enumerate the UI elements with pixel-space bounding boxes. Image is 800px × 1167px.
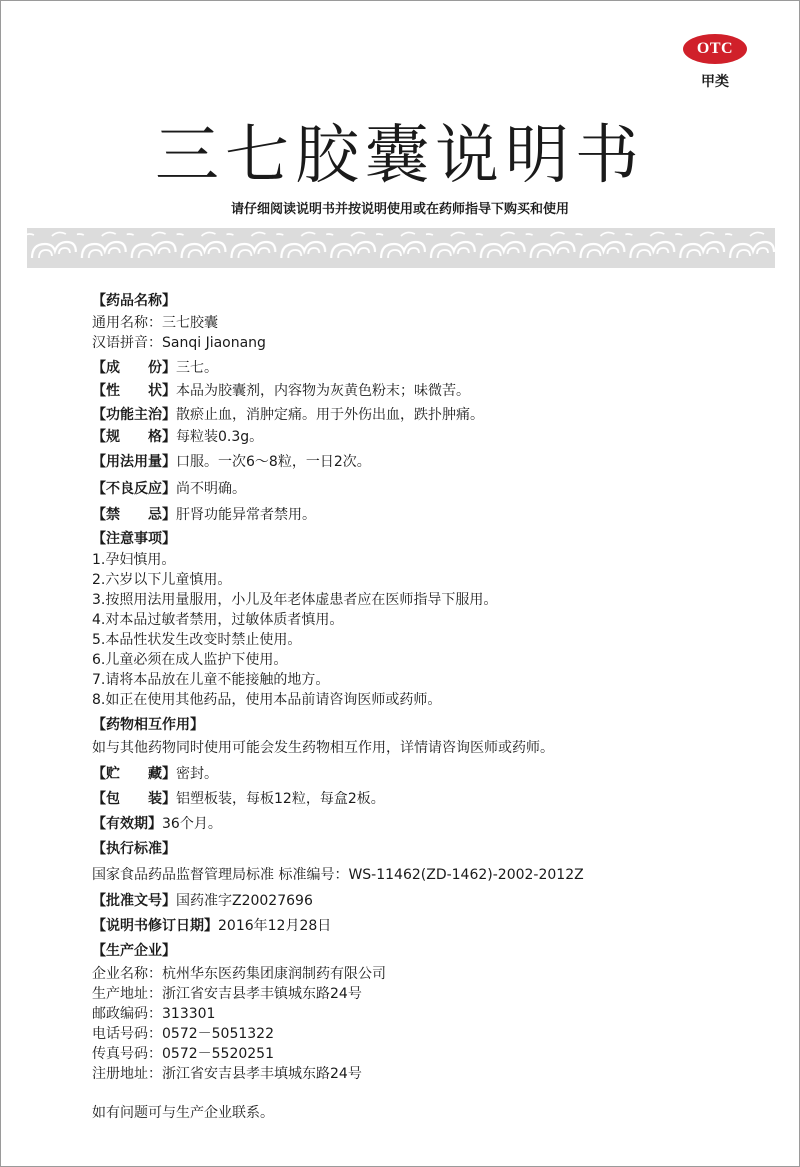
manufacturer-line: 邮政编码：313301 bbox=[92, 1006, 216, 1022]
storage-label: 【贮 藏】 bbox=[92, 766, 176, 782]
standard-text: 国家食品药品监督管理局标准 标准编号：WS-11462(ZD-1462)-2002-2012Z bbox=[92, 867, 584, 883]
adverse-row bbox=[92, 479, 772, 499]
package-label: 【包 装】 bbox=[92, 791, 176, 807]
properties-row bbox=[92, 381, 772, 401]
package-value: 铝塑板装，每板12粒，每盒2板。 bbox=[176, 791, 385, 807]
otc-class-label: 甲类 bbox=[701, 74, 729, 90]
section-manufacturer-header: 【生产企业】 bbox=[92, 943, 176, 959]
usage-row bbox=[92, 452, 772, 472]
precaution-item: 1.孕妇慎用。 bbox=[92, 552, 176, 568]
contra-row bbox=[92, 505, 772, 525]
ingredients-value: 三七。 bbox=[176, 360, 218, 376]
adverse-label: 【不良反应】 bbox=[92, 481, 176, 497]
validity-value: 36个月。 bbox=[162, 816, 222, 832]
page-subtitle: 请仔细阅读说明书并按说明使用或在药师指导下购买和使用 bbox=[230, 202, 569, 217]
ingredients-label: 【成 份】 bbox=[92, 360, 176, 376]
revision-row bbox=[92, 916, 772, 936]
validity-row bbox=[92, 814, 772, 834]
approval-label: 【批准文号】 bbox=[92, 893, 176, 909]
contra-label: 【禁 忌】 bbox=[92, 507, 176, 523]
precaution-item: 4.对本品过敏者禁用，过敏体质者慎用。 bbox=[92, 612, 344, 628]
manufacturer-line: 注册地址：浙江省安吉县孝丰填城东路24号 bbox=[92, 1066, 362, 1082]
manufacturer-line: 电话号码：0572－5051322 bbox=[92, 1026, 274, 1042]
precaution-item: 3.按照用法用量服用，小儿及年老体虚患者应在医师指导下服用。 bbox=[92, 592, 498, 608]
footer-note: 如有问题可与生产企业联系。 bbox=[92, 1105, 274, 1121]
manufacturer-line: 传真号码：0572－5520251 bbox=[92, 1046, 274, 1062]
revision-label: 【说明书修订日期】 bbox=[92, 918, 218, 934]
section-name-header: 【药品名称】 bbox=[92, 293, 176, 309]
cloud-pattern-icon bbox=[27, 228, 775, 268]
page-title: 三七胶囊说明书 bbox=[155, 119, 645, 193]
indications-row bbox=[92, 405, 772, 425]
precaution-item: 8.如正在使用其他药品，使用本品前请咨询医师或药师。 bbox=[92, 692, 442, 708]
manufacturer-line: 生产地址：浙江省安吉县孝丰镇城东路24号 bbox=[92, 986, 362, 1002]
pinyin-name: 汉语拼音：Sanqi Jiaonang bbox=[92, 335, 266, 351]
approval-value: 国药准字Z20027696 bbox=[176, 893, 313, 909]
spec-value: 每粒装0.3g。 bbox=[176, 429, 264, 445]
section-interactions-header: 【药物相互作用】 bbox=[92, 717, 204, 733]
section-standard-header: 【执行标准】 bbox=[92, 841, 176, 857]
decorative-cloud-banner bbox=[27, 228, 775, 268]
otc-logo bbox=[683, 34, 747, 64]
indications-value: 散瘀止血，消肿定痛。用于外伤出血，跌扑肿痛。 bbox=[176, 407, 484, 423]
approval-row bbox=[92, 891, 772, 911]
generic-name: 通用名称：三七胶囊 bbox=[92, 315, 218, 331]
properties-label: 【性 状】 bbox=[92, 383, 176, 399]
contra-value: 肝肾功能异常者禁用。 bbox=[176, 507, 316, 523]
manufacturer-line: 企业名称：杭州华东医药集团康润制药有限公司 bbox=[92, 966, 386, 982]
storage-row bbox=[92, 764, 772, 784]
precaution-item: 6.儿童必须在成人监护下使用。 bbox=[92, 652, 288, 668]
precaution-item: 7.请将本品放在儿童不能接触的地方。 bbox=[92, 672, 330, 688]
storage-value: 密封。 bbox=[176, 766, 218, 782]
adverse-value: 尚不明确。 bbox=[176, 481, 246, 497]
package-row bbox=[92, 789, 772, 809]
revision-value: 2016年12月28日 bbox=[218, 918, 332, 934]
spec-row bbox=[92, 427, 772, 447]
spec-label: 【规 格】 bbox=[92, 429, 176, 445]
validity-label: 【有效期】 bbox=[92, 816, 162, 832]
properties-value: 本品为胶囊剂，内容物为灰黄色粉末；味微苦。 bbox=[176, 383, 470, 399]
otc-badge-text: OTC bbox=[696, 40, 734, 57]
interactions-text: 如与其他药物同时使用可能会发生药物相互作用，详情请咨询医师或药师。 bbox=[92, 740, 554, 756]
ingredients-row bbox=[92, 358, 772, 378]
precaution-item: 2.六岁以下儿童慎用。 bbox=[92, 572, 232, 588]
section-precautions-header: 【注意事项】 bbox=[92, 531, 176, 547]
leaflet-content bbox=[92, 291, 772, 1084]
indications-label: 【功能主治】 bbox=[92, 407, 176, 423]
usage-value: 口服。一次6～8粒，一日2次。 bbox=[176, 454, 371, 470]
usage-label: 【用法用量】 bbox=[92, 454, 176, 470]
precaution-item: 5.本品性状发生改变时禁止使用。 bbox=[92, 632, 302, 648]
